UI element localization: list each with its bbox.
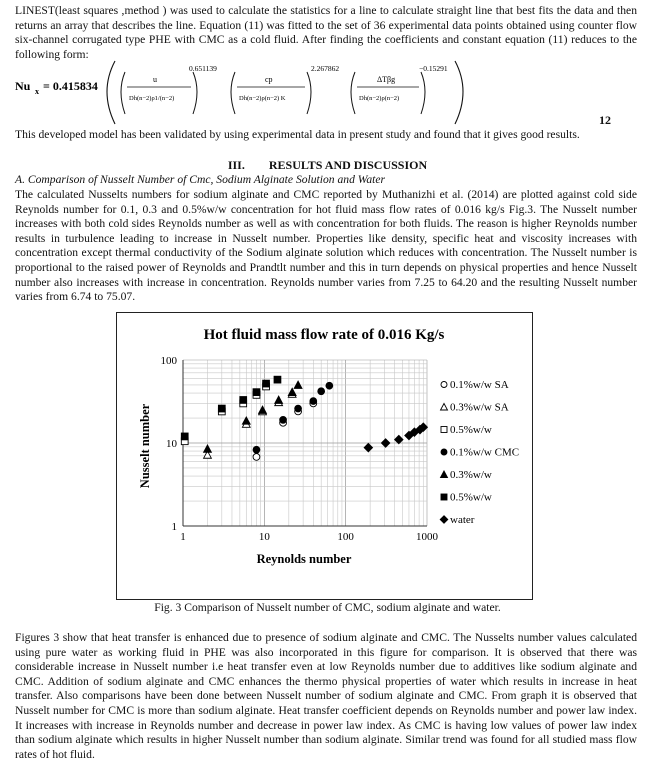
- data-point: [295, 405, 302, 412]
- nusselt-chart: [117, 313, 532, 599]
- data-point: [395, 435, 403, 443]
- eq-constant: = 0.415834: [43, 79, 98, 93]
- eq-t1-exp: 0.651139: [189, 64, 217, 73]
- data-point: [181, 433, 188, 440]
- legend-label: 0.3%w/w: [450, 469, 492, 481]
- equation-number: 12: [599, 113, 611, 127]
- y-tick-label: 1: [171, 521, 177, 533]
- paragraph-discussion: Figures 3 show that heat transfer is enhanced due to presence of sodium alginate and CMC. The Nusselts number values calculated using pure water as working fluid in PHE was also incorporated in this figure for comparison. It is observed that there was considerable increase in Nusselt number i.e heat transfer even at low Reynolds number due to additives like sodium alginate and CMC. Addition of sodium alginate and CMC enhances the thermo physical properties of water which results in increase in heat transfer. Also comparisons have been done between Nusselt number of sodium alginate and CMC. From graph it is observed that Nusselt number for CMC is more than sodium alginate. Heat transfer coefficient depends on Reynolds number and power law index. It increases with increase in Reynolds number and decrease in power law index. As CMC is having low values of power law index than sodium alginate which results in higher Nusselt number than sodium alginate. Similar trend was found for all studied mass flow rates of hot fluid.: [15, 631, 637, 761]
- y-tick-label: 10: [166, 438, 177, 450]
- data-point: [204, 445, 212, 452]
- chart-title: Hot fluid mass flow rate of 0.016 Kg/s: [203, 327, 445, 343]
- eq-t2-exp: 2.267862: [311, 64, 340, 73]
- y-axis-label: Nusselt number: [138, 403, 152, 489]
- legend-marker: [441, 382, 447, 388]
- eq-t1-num: u: [153, 75, 157, 84]
- section-heading: III. RESULTS AND DISCUSSION: [227, 158, 428, 172]
- y-tick-label: 100: [160, 355, 177, 367]
- paragraph-results: The calculated Nusselts numbers for sodium alginate and CMC reported by Muthanizhi et al. (2014) are plotted against cold side Reynolds number for 0.1, 0.3 and 0.5%w/w concentration for hot fluid mass flow rates of 0.016 kg/s Fig.3. The Nusselt number increases with both cold sides Reynolds number as well as with concentration for both fluids. The reason is higher Reynolds number results in turbulence leading to increase in Nusselt number. Properties like density, specific heat and viscosity increases with concentration except thermal conductivity of the Sodium alginate solution which reduces with concentration. The Nusselt number is proportional to the raised power of Reynolds and Prandtlt number and this in turn depends on physical properties and hence Nusselt number also increases with increase in concentration. Reynolds number varies from 7.25 to 64.20 and the resulting Nusselt number varies from 6.74 to 75.07.: [15, 188, 637, 304]
- legend-label: water: [450, 514, 475, 526]
- eq-t2-num: cp: [265, 75, 273, 84]
- paragraph-linest: LINEST(least squares ,method ) was used to calculate the statistics for a line to calculate straight line that best fits the data and then returns an array that describes the line. Equation (11) was fitted to the set of 36 experimental data points obtained using counter flow six-channel corrugated type PHE with CMC as a cold fluid. After finding the coefficients and constant equation (11) reduces to the following form:: [15, 4, 637, 61]
- data-point: [318, 388, 325, 395]
- legend-label: 0.3%w/w SA: [450, 401, 509, 414]
- equation-12: [15, 58, 637, 128]
- data-point: [280, 416, 287, 423]
- legend-marker: [441, 471, 448, 478]
- figure-caption: Fig. 3 Comparison of Nusselt number of CMC, sodium alginate and water.: [154, 601, 501, 614]
- eq-lhs-sub: x: [35, 87, 39, 96]
- x-tick-label: 1: [180, 531, 186, 543]
- data-point: [259, 406, 267, 413]
- data-point: [288, 388, 296, 395]
- data-point: [274, 376, 281, 383]
- legend-label: 0.5%w/w: [450, 491, 492, 504]
- legend-label: 0.1%w/w CMC: [450, 446, 520, 459]
- legend-marker: [440, 516, 448, 524]
- figure-3: [116, 312, 533, 600]
- eq-t1-den: Dh(n−2)ρ1/(n−2): [129, 95, 175, 102]
- x-axis-label: Reynolds number: [256, 552, 352, 566]
- data-point: [326, 382, 333, 389]
- legend-label: 0.1%w/w SA: [450, 379, 509, 391]
- x-tick-label: 1000: [416, 531, 438, 543]
- legend-marker: [441, 404, 448, 411]
- data-point: [253, 389, 260, 396]
- x-tick-label: 100: [337, 531, 354, 543]
- legend-marker: [441, 494, 447, 500]
- data-point: [310, 398, 317, 405]
- legend-marker: [441, 427, 447, 433]
- eq-t3-den: Dh(n−2)ρ(n−2): [359, 95, 400, 102]
- paragraph-validated: This developed model has been validated by using experimental data in present study and found that it gives good results.: [15, 128, 580, 141]
- data-point: [240, 397, 247, 404]
- legend-marker: [441, 449, 447, 455]
- data-point: [364, 443, 372, 451]
- data-point: [275, 396, 283, 403]
- data-point: [218, 405, 225, 412]
- eq-lhs: Nu: [15, 79, 31, 93]
- eq-t2-den: Dh(n−2)ρ(n−2) K: [239, 95, 286, 102]
- data-point: [381, 439, 389, 447]
- x-tick-label: 10: [258, 531, 270, 543]
- data-point: [253, 446, 260, 453]
- subsection-heading: A. Comparison of Nusselt Number of Cmc, Sodium Alginate Solution and Water: [15, 173, 386, 186]
- data-point: [263, 380, 270, 387]
- eq-t3-exp: −0.15291: [419, 64, 448, 73]
- eq-t3-num: ΔTβg: [377, 75, 396, 84]
- legend-label: 0.5%w/w: [450, 424, 492, 436]
- data-point: [253, 454, 260, 461]
